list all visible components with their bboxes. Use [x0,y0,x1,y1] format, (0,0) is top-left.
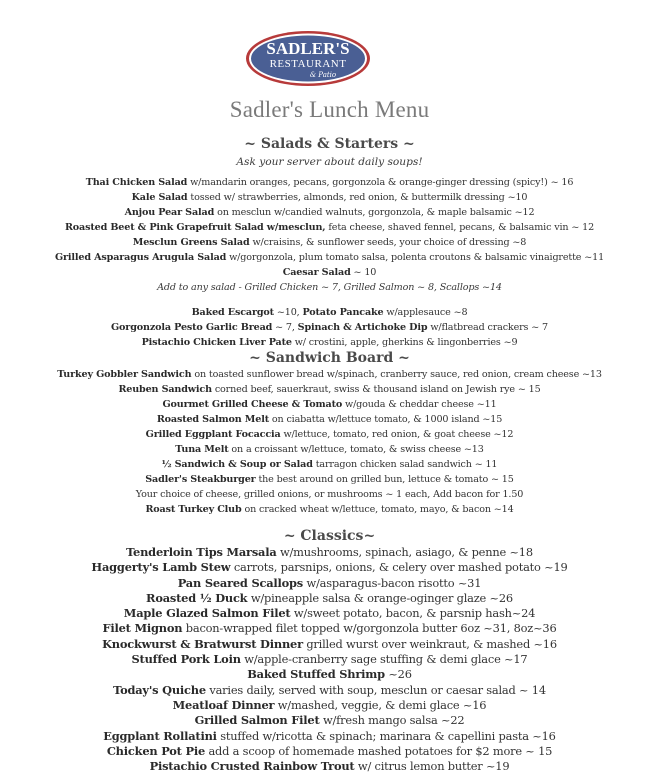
item-name: Baked Escargot [191,307,274,318]
item-name: Gourmet Grilled Cheese & Tomato [162,399,343,410]
item-name: Stuffed Pork Loin [131,652,241,667]
menu-item [0,652,659,667]
item-desc: on cracked wheat w/lettuce, tomato, mayo, & bacon ~14 [244,504,514,515]
item-desc: corned beef, sauerkraut, swiss & thousand island on Jewish rye ~ 15 [214,384,541,395]
menu-item [0,397,659,412]
menu-item [0,220,659,235]
item-name: Thai Chicken Salad [85,177,188,188]
item-desc: w/mandarin oranges, pecans, gorgonzola & orange-ginger dressing (spicy!) ~ 16 [190,177,574,188]
menu-item [0,320,659,335]
item-desc: w/craisins, & sunflower seeds, your choice of dressing ~8 [252,237,527,248]
logo-oval-graphic [245,30,371,87]
menu-item [0,442,659,457]
item-name: Filet Mignon [102,621,183,636]
logo-subtitle: RESTAURANT [269,58,347,70]
menu-item [0,606,659,621]
item-desc: w/fresh mango salsa ~22 [322,713,465,728]
item-desc: carrots, parsnips, onions, & celery over mashed potato ~19 [233,560,568,575]
classics-list [0,545,659,774]
menu-item [0,427,659,442]
item-desc: feta cheese, shaved fennel, pecans, & balsamic vin ~ 12 [328,222,595,233]
item-desc: ~26 [388,667,412,682]
item-name: Maple Glazed Salmon Filet [123,606,291,621]
salad-addon-note: Add to any salad - Grilled Chicken ~ 7, Grilled Salmon ~ 8, Scallops ~14 [157,282,502,293]
item-desc: w/asparagus-bacon risotto ~31 [306,575,482,590]
item-name: Pistachio Crusted Rainbow Trout [149,759,355,774]
menu-item [0,250,659,265]
menu-item [0,487,659,502]
item-name: Sadler's Steakburger [145,474,256,485]
item-desc: on toasted sunflower bread w/spinach, cranberry sauce, red onion, cream cheese ~13 [194,369,602,380]
item-desc: ~ 7, [275,322,295,333]
menu-item [0,744,659,759]
menu-item [0,175,659,190]
menu-item [0,759,659,774]
classics-heading: ~ Classics~ [283,528,376,544]
item-name: Spinach & Artichoke Dip [297,322,428,333]
item-desc: Your choice of cheese, grilled onions, or mushrooms ~ 1 each, Add bacon for 1.50 [135,489,524,500]
item-desc: w/apple-cranberry sage stuffing & demi glace ~17 [244,652,528,667]
item-desc: stuffed w/ricotta & spinach; marinara & capellini pasta ~16 [220,728,556,743]
item-name: Roasted ½ Duck [146,590,248,605]
menu-item [0,502,659,517]
menu-item [0,576,659,591]
soup-note: Ask your server about daily soups! [236,156,423,168]
starters-list [0,305,659,350]
menu-item [0,367,659,382]
menu-item [0,305,659,320]
menu-item [0,335,659,350]
item-desc: w/gorgonzola, plum tomato salsa, polenta croutons & balsamic vinaigrette ~11 [229,252,605,263]
item-desc: on ciabatta w/lettuce tomato, & 1000 island ~15 [271,414,503,425]
menu-item [0,265,659,280]
menu-item [0,698,659,713]
item-name: Eggplant Rollatini [103,728,217,743]
salads-heading: ~ Salads & Starters ~ [244,136,415,152]
menu-item [0,667,659,682]
item-name: Roasted Salmon Melt [156,414,269,425]
item-name: Caesar Salad [282,267,351,278]
item-name: Roast Turkey Club [145,504,242,515]
item-name: Gorgonzola Pesto Garlic Bread [111,322,273,333]
item-desc: bacon-wrapped filet topped w/gorgonzola butter 6oz ~31, 8oz~36 [185,621,557,636]
item-desc: on a croissant w/lettuce, tomato, & swiss cheese ~13 [231,444,484,455]
item-name: Turkey Gobbler Sandwich [57,369,192,380]
item-desc: w/ citrus lemon butter ~19 [357,759,510,774]
item-name: Chicken Pot Pie [106,743,206,758]
menu-item [0,545,659,560]
menu-item [0,382,659,397]
menu-item [0,457,659,472]
menu-item [0,683,659,698]
item-desc: on mesclun w/candied walnuts, gorgonzola, & maple balsamic ~12 [217,207,535,218]
item-desc: tarragon chicken salad sandwich ~ 11 [315,459,498,470]
menu-item [0,713,659,728]
item-name: Baked Stuffed Shrimp [247,667,385,682]
logo-script: & Patio [309,71,337,79]
item-name: Grilled Salmon Filet [194,713,320,728]
item-desc: w/lettuce, tomato, red onion, & goat cheese ~12 [283,429,514,440]
menu-item [0,190,659,205]
item-desc: tossed w/ strawberries, almonds, red onion, & buttermilk dressing ~10 [190,192,528,203]
item-name: Pan Seared Scallops [177,575,304,590]
item-name: Knockwurst & Bratwurst Dinner [102,636,303,651]
menu-item [0,560,659,575]
item-desc: w/applesauce ~8 [386,307,468,318]
sandwich-heading: ~ Sandwich Board ~ [249,350,410,366]
item-name: Mesclun Greens Salad [132,237,250,248]
item-desc: w/mushrooms, spinach, asiago, & penne ~18 [279,545,533,559]
item-name: Roasted Beet & Pink Grapefruit Salad w/mesclun, [64,222,326,233]
item-desc: w/mashed, veggie, & demi glace ~16 [277,697,487,712]
restaurant-logo [245,30,371,87]
item-desc: the best around on grilled bun, lettuce & tomato ~ 15 [258,474,514,485]
item-name: Grilled Asparagus Arugula Salad [54,252,227,263]
menu-item [0,472,659,487]
item-name: Tenderloin Tips Marsala [126,545,277,559]
item-desc: ~10, [276,307,300,318]
menu-item [0,591,659,606]
salads-list [0,175,659,295]
item-name: Meatloaf Dinner [172,697,275,712]
item-desc: grilled wurst over weinkraut, & mashed ~16 [306,636,557,651]
item-desc: w/ crostini, apple, gherkins & lingonberries ~9 [294,337,518,348]
item-name: Grilled Eggplant Focaccia [145,429,281,440]
item-name: Kale Salad [131,192,188,203]
item-desc: w/pineapple salsa & orange-oginger glaze ~26 [250,590,513,605]
item-name: ½ Sandwich & Soup or Salad [161,459,313,470]
sandwich-list [0,367,659,517]
menu-item [0,621,659,636]
menu-item [0,235,659,250]
item-desc: ~ 10 [353,267,377,278]
item-name: Today's Quiche [113,682,206,697]
menu-item [0,205,659,220]
item-desc: w/sweet potato, bacon, & parsnip hash~24 [293,606,536,621]
item-name: Haggerty's Lamb Stew [91,560,231,575]
logo-name: SADLER'S [266,39,350,58]
item-name: Anjou Pear Salad [124,207,215,218]
item-desc: w/flatbread crackers ~ 7 [430,322,548,333]
item-name: Potato Pancake [302,307,384,318]
item-desc: w/gouda & cheddar cheese ~11 [345,399,497,410]
item-name: Reuben Sandwich [118,384,212,395]
item-desc: varies daily, served with soup, mesclun or caesar salad ~ 14 [209,682,546,697]
item-name: Tuna Melt [175,444,229,455]
item-name: Pistachio Chicken Liver Pate [141,337,292,348]
menu-item [0,412,659,427]
item-desc: add a scoop of homemade mashed potatoes for $2 more ~ 15 [208,743,553,758]
menu-title: Sadler's Lunch Menu [229,97,430,122]
menu-item [0,729,659,744]
menu-item [0,637,659,652]
